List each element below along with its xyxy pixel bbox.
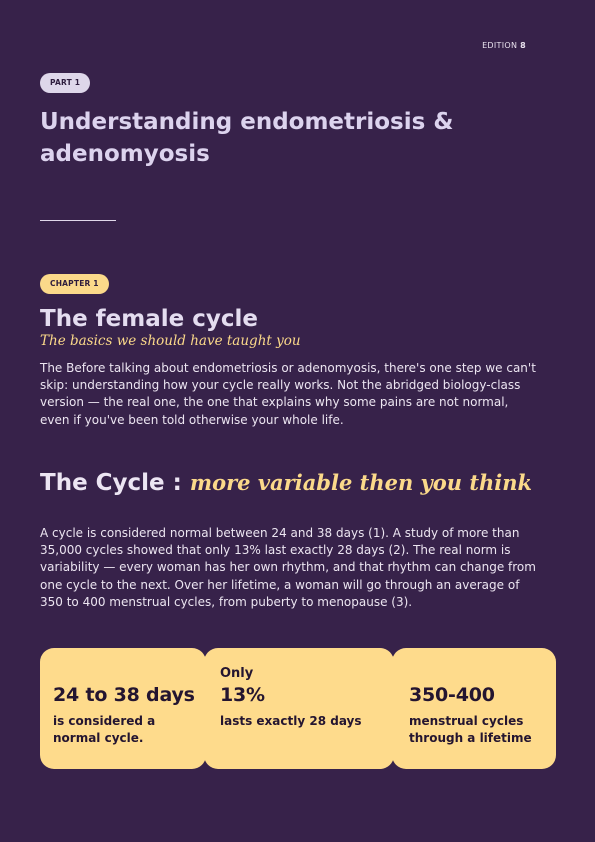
edition-text: EDITION [482, 41, 518, 50]
edition-label [482, 41, 526, 50]
stat-card-cycle-length [40, 648, 206, 769]
chapter-intro: The Before talking about endometriosis or adenomyosis, there's one step we can't skip: understanding how your cycle really works. Not the abridged biology-class version — the real one, the one that explains why some pains are not normal, even if you've been told otherwise your whole life. [40, 361, 536, 427]
stat-description: menstrual cycles through a lifetime [409, 714, 532, 745]
stat-value: 13% [220, 684, 265, 706]
divider [40, 220, 116, 221]
section-title-main: The Cycle : [40, 470, 190, 496]
stat-card-lifetime-cycles [392, 648, 556, 769]
stat-prefix: Only [220, 666, 254, 681]
chapter-title: The female cycle [40, 306, 258, 332]
stat-value: 350-400 [409, 684, 495, 706]
stat-value: 24 to 38 days [53, 684, 195, 706]
chapter-badge: CHAPTER 1 [40, 274, 109, 294]
section-title-accent: more variable then you think [189, 470, 533, 495]
stat-description: is considered a normal cycle. [53, 714, 156, 745]
stat-card-exact-28 [204, 648, 394, 769]
stat-description: lasts exactly 28 days [220, 714, 362, 728]
chapter-subtitle: The basics we should have taught you [40, 333, 301, 349]
part-badge: PART 1 [40, 73, 90, 93]
section-title [40, 466, 532, 500]
section-body: A cycle is considered normal between 24 and 38 days (1). A study of more than 35,000 cycles showed that only 13% last exactly 28 days (2). The real norm is variability — every woman has her own rhythm, and that rhythm can change from one cycle to the next. Over her lifetime, a woman will go through an average of 350 to 400 menstrual cycles, from puberty to menopause (3). [40, 526, 536, 609]
edition-number: 8 [520, 41, 526, 50]
part-title: Understanding endometriosis & adenomyosis [40, 109, 454, 167]
